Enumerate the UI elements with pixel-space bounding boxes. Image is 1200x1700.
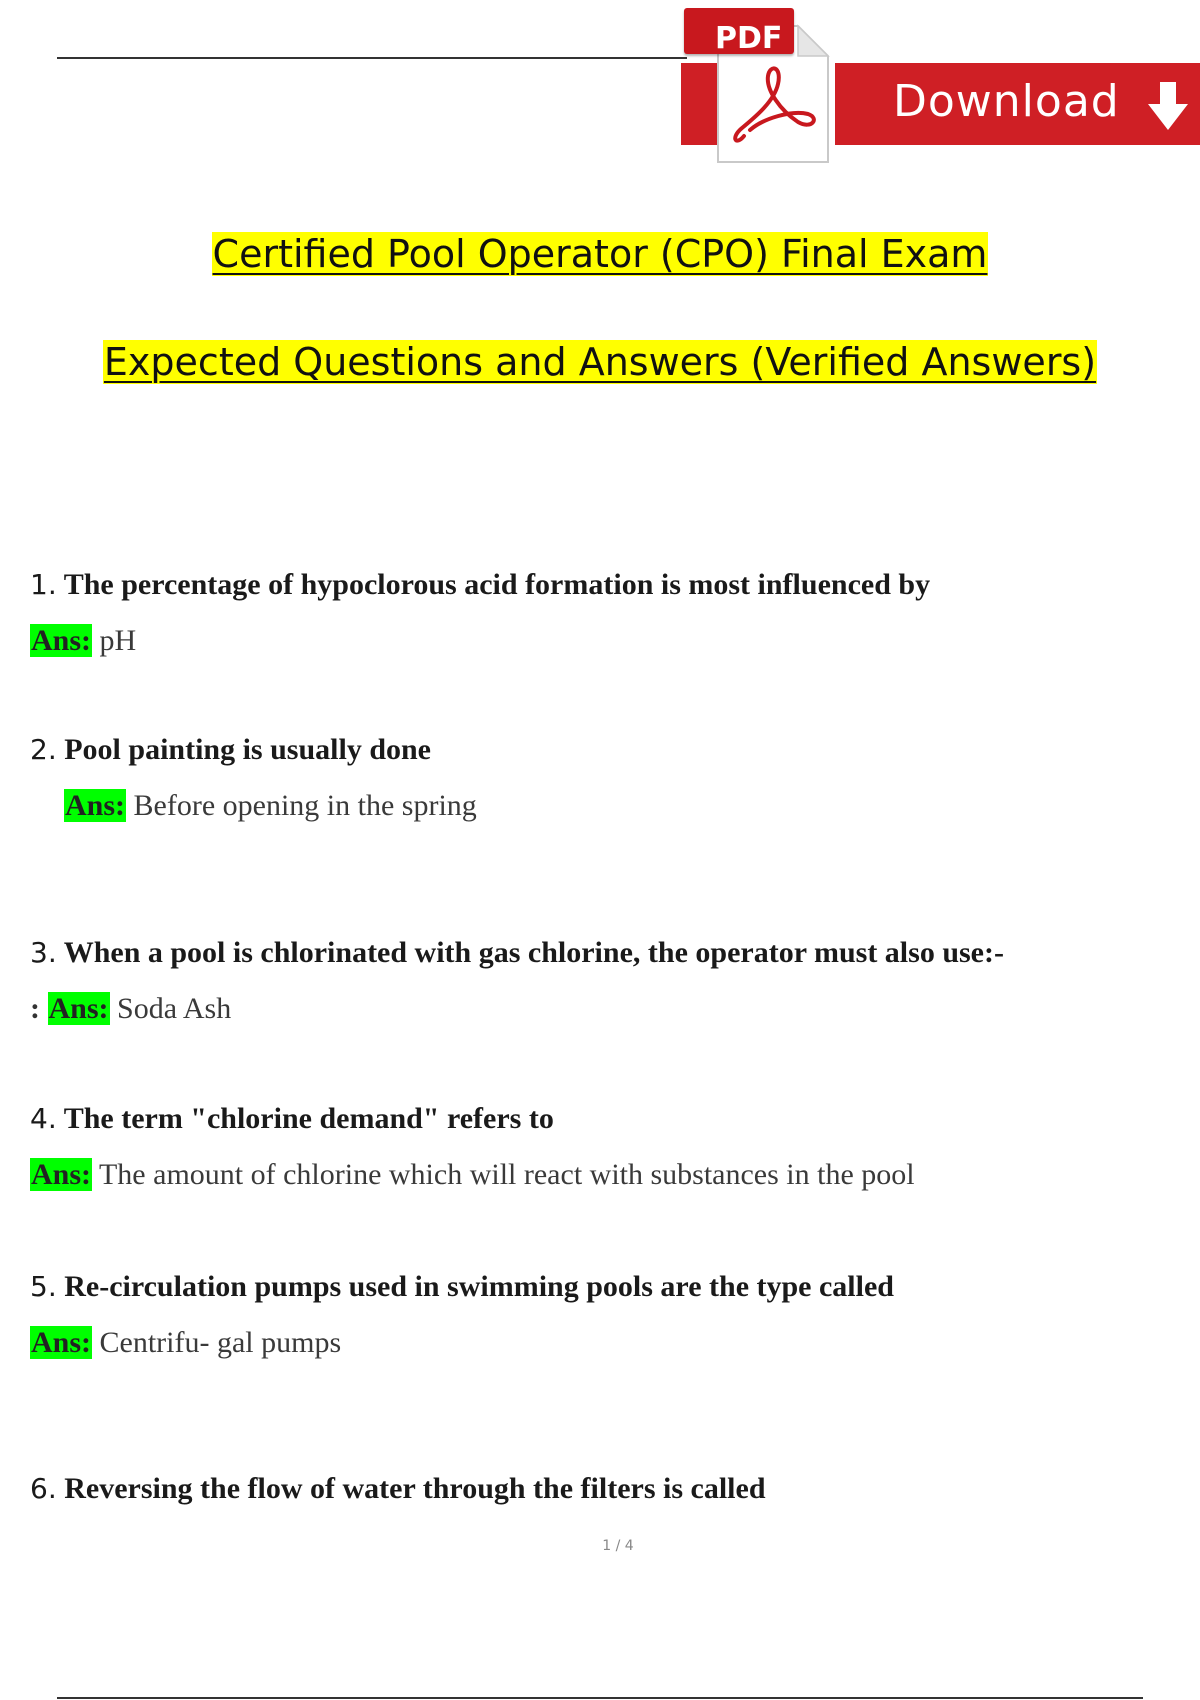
answer-label: Ans: [31, 1158, 92, 1191]
question-4 [30, 1102, 554, 1136]
question-number: 2. [30, 733, 57, 766]
answer-text: The amount of chlorine which will react with substances in the pool [98, 1158, 915, 1191]
question-text: When a pool is chlorinated with gas chlorine, the operator must also use:- [63, 936, 1004, 969]
answer-text: Centrifu- gal pumps [99, 1326, 342, 1359]
page-subtitle [0, 340, 1200, 384]
question-number: 3. [30, 936, 57, 969]
download-arrow-icon [1145, 80, 1191, 132]
page-title [0, 232, 1200, 276]
question-text: Pool painting is usually done [64, 733, 432, 766]
question-text: Reversing the flow of water through the filters is called [64, 1472, 766, 1505]
question-text: Re-circulation pumps used in swimming pools are the type called [64, 1270, 894, 1303]
question-number: 1. [30, 568, 57, 601]
question-number: 6. [30, 1472, 57, 1505]
answer-3 [30, 992, 231, 1026]
pdf-label: PDF [715, 21, 783, 56]
question-6 [30, 1472, 766, 1506]
title-line-1: Certified Pool Operator (CPO) Final Exam [212, 232, 988, 276]
question-3 [30, 936, 1004, 970]
pdf-tag [684, 8, 794, 54]
answer-label: Ans: [48, 992, 109, 1025]
answer-label: Ans: [31, 1326, 92, 1359]
question-text: The percentage of hypoclorous acid formation is most influenced by [63, 568, 931, 601]
answer-prefix: : [30, 992, 40, 1025]
page-indicator: 1 / 4 [602, 1538, 634, 1554]
top-divider [57, 57, 687, 59]
answer-text: Soda Ash [117, 992, 232, 1025]
question-text: The term "chlorine demand" refers to [63, 1102, 554, 1135]
pdf-download-button[interactable] [680, 0, 1200, 165]
title-line-2: Expected Questions and Answers (Verified Answers) [103, 340, 1097, 384]
answer-4 [30, 1158, 915, 1192]
question-number: 4. [30, 1102, 57, 1135]
answer-5 [30, 1326, 341, 1360]
answer-label: Ans: [31, 624, 92, 657]
question-number: 5. [30, 1270, 57, 1303]
question-5 [30, 1270, 894, 1304]
answer-2 [64, 789, 477, 823]
bottom-divider [57, 1697, 1143, 1699]
download-label: Download [893, 76, 1120, 127]
answer-text: pH [99, 624, 137, 657]
answer-label: Ans: [65, 789, 126, 822]
question-2 [30, 733, 431, 767]
question-1 [30, 568, 930, 602]
answer-text: Before opening in the spring [133, 789, 477, 822]
answer-1 [30, 624, 136, 658]
